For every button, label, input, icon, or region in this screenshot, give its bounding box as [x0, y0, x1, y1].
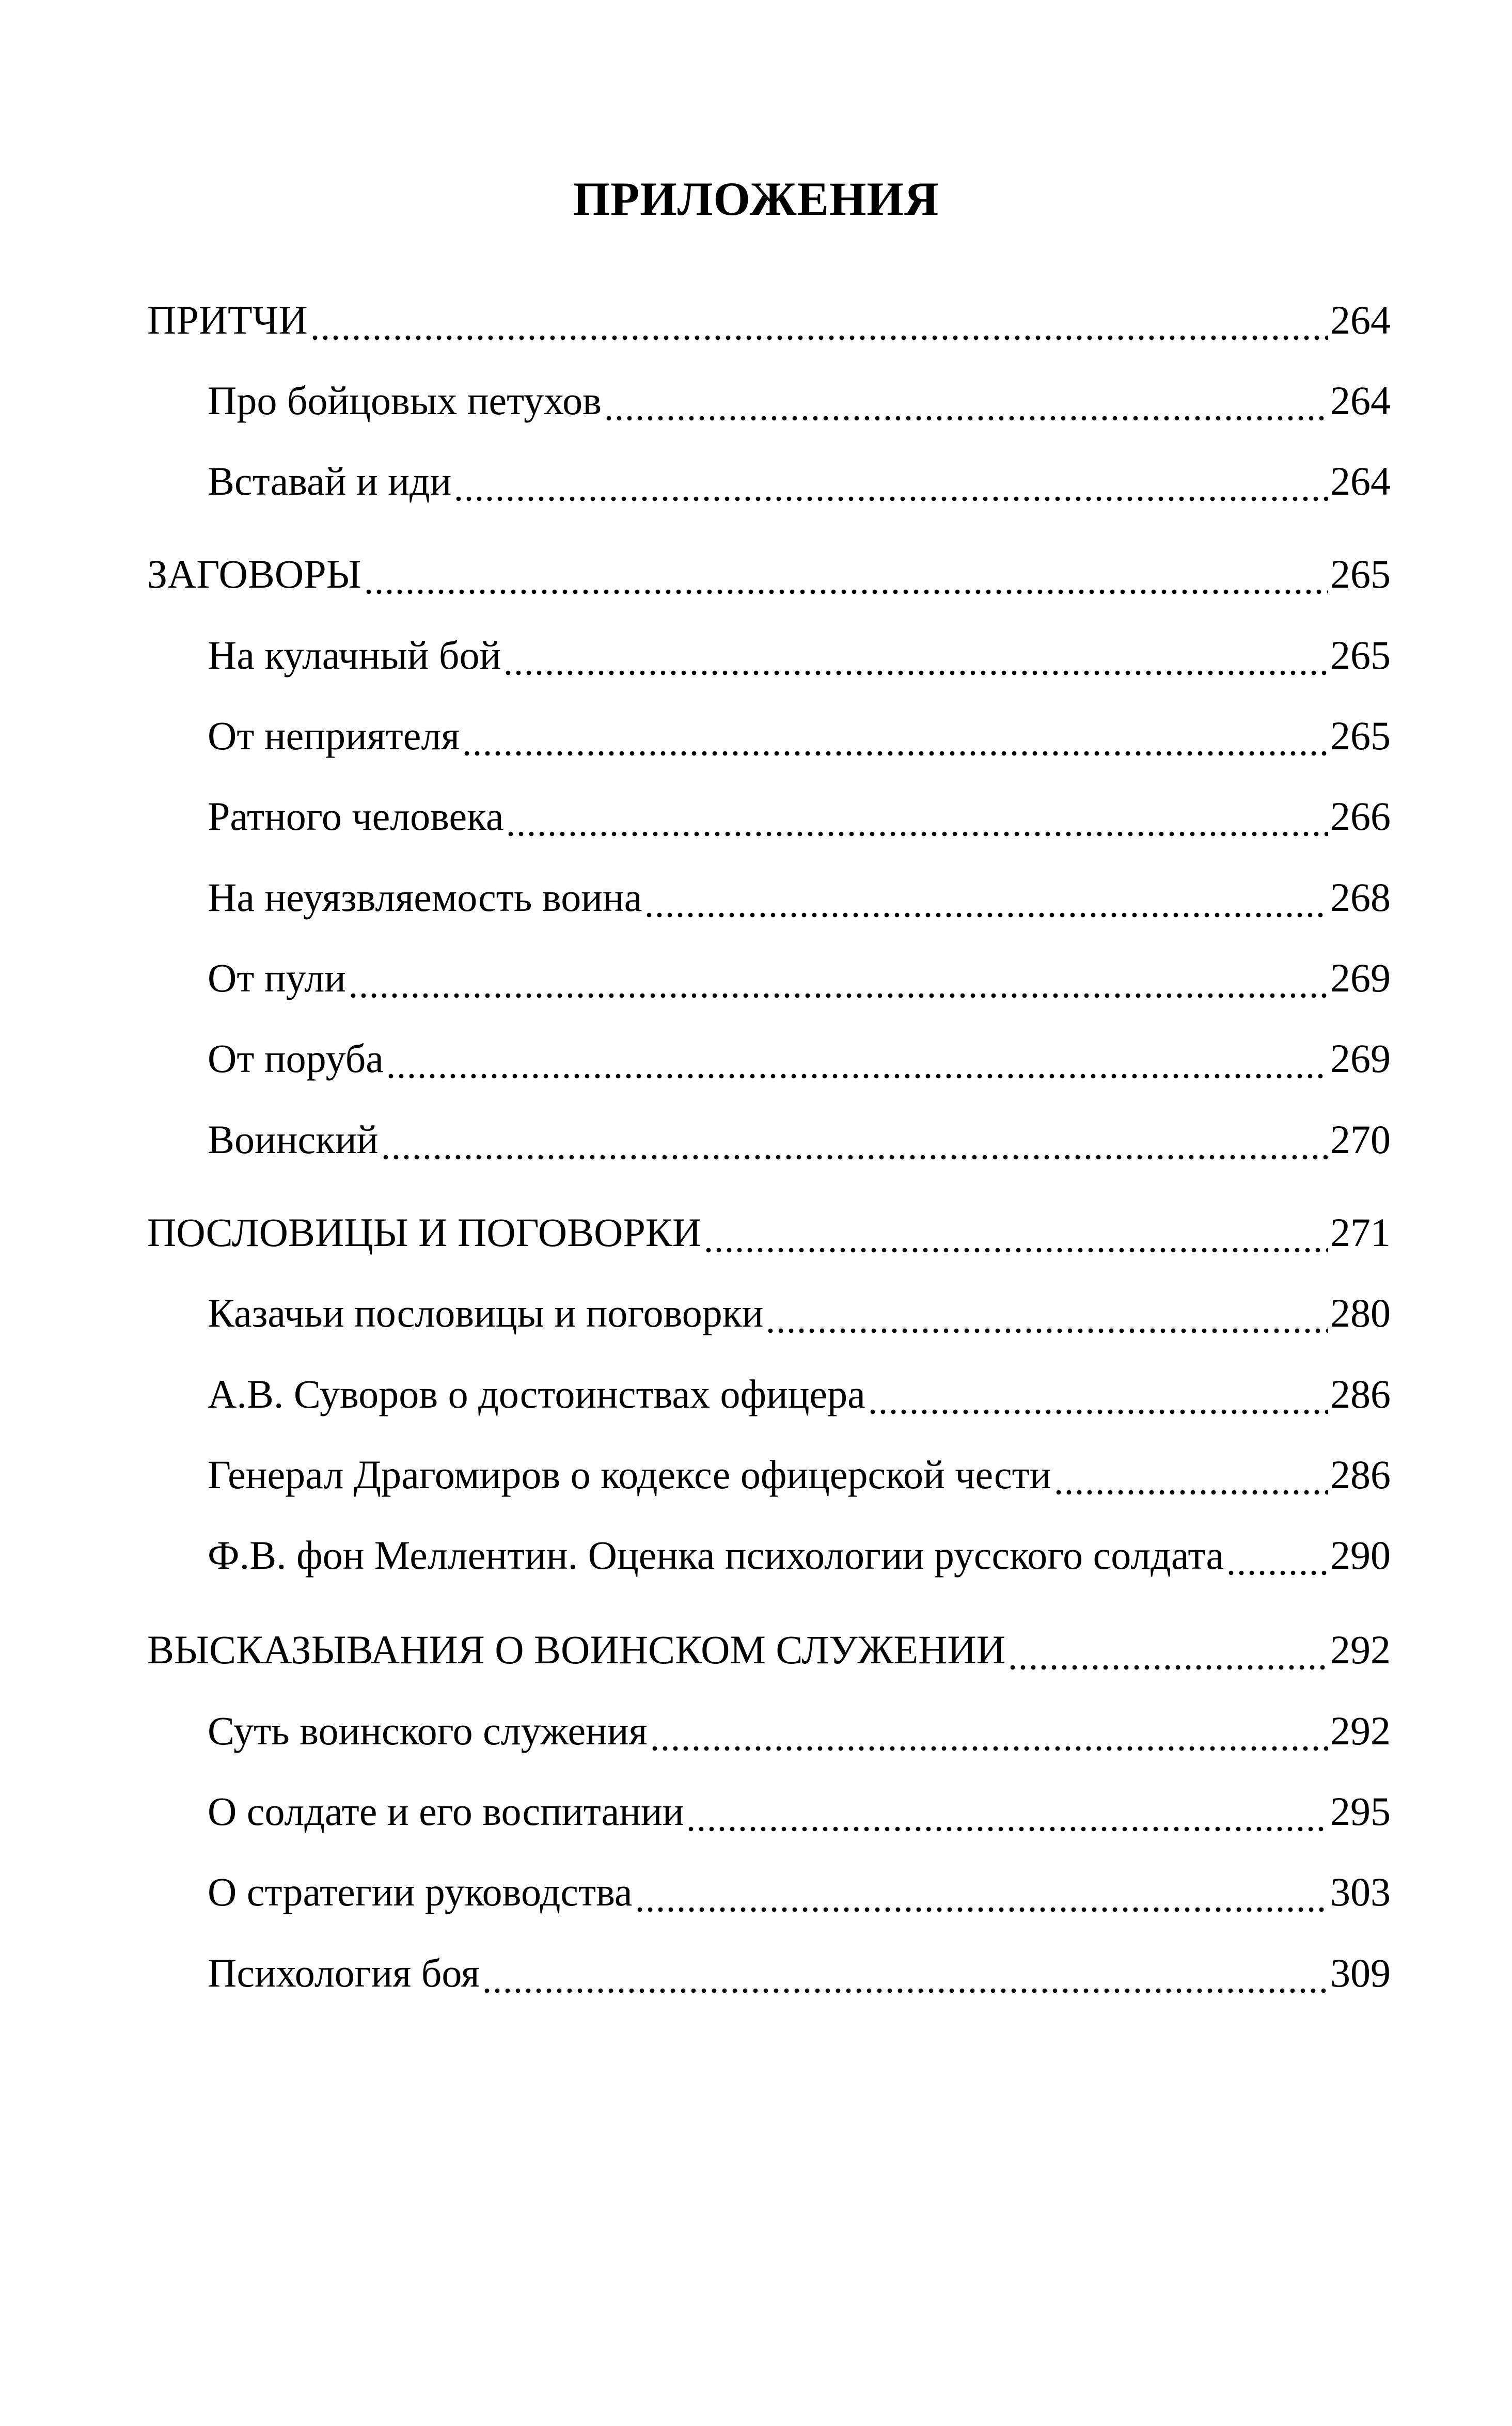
toc-page-number: 264: [1330, 378, 1391, 423]
toc-entry-title: От неприятеля: [208, 713, 460, 758]
toc-section-heading[interactable]: [147, 294, 1391, 346]
toc-page-number: 264: [1330, 459, 1391, 503]
toc-entry[interactable]: [208, 455, 1391, 507]
dot-leader: [686, 1786, 1328, 1837]
toc-page-number: 265: [1330, 552, 1391, 596]
toc-page-number: 303: [1330, 1869, 1391, 1914]
toc-entry-title: Суть воинского служения: [208, 1708, 648, 1753]
toc-page-number: 309: [1330, 1950, 1391, 1995]
dot-leader: [604, 375, 1328, 427]
toc-page-number: 292: [1330, 1627, 1391, 1672]
toc-entry[interactable]: [208, 1947, 1391, 1999]
toc-page-number: 268: [1330, 875, 1391, 920]
dot-leader: [386, 1033, 1328, 1084]
toc-page-number: 265: [1330, 633, 1391, 678]
toc-page-number: 270: [1330, 1117, 1391, 1162]
dot-leader: [1053, 1449, 1328, 1501]
toc-entry[interactable]: [208, 952, 1391, 1004]
dot-leader: [650, 1705, 1329, 1757]
dot-leader: [348, 952, 1328, 1004]
dot-leader: [381, 1114, 1328, 1165]
toc-page-number: 280: [1330, 1290, 1391, 1335]
dot-leader: [703, 1207, 1328, 1258]
dot-leader: [506, 791, 1328, 842]
toc-page-number: 271: [1330, 1210, 1391, 1255]
toc-entry[interactable]: [208, 1033, 1391, 1084]
toc-entry-title: Генерал Драгомиров о кодексе офицерской чести: [208, 1452, 1051, 1497]
toc-page-number: 265: [1330, 713, 1391, 758]
toc-page-number: 266: [1330, 794, 1391, 839]
dot-leader: [1007, 1624, 1328, 1676]
toc-entry-title: На неуязвляемость воина: [208, 875, 642, 920]
toc-entry[interactable]: [208, 1705, 1391, 1757]
toc-page-number: 269: [1330, 1036, 1391, 1081]
toc-entry-title: Про бойцовых петухов: [208, 378, 602, 423]
toc-entry[interactable]: [208, 1368, 1391, 1420]
dot-leader: [765, 1287, 1328, 1339]
toc-entry[interactable]: [208, 1866, 1391, 1918]
toc-entry-title: На кулачный бой: [208, 633, 501, 678]
dot-leader: [868, 1368, 1328, 1420]
toc-section-title: ВЫСКАЗЫВАНИЯ О ВОИНСКОМ СЛУЖЕНИИ: [147, 1627, 1006, 1672]
toc-entry-title: Воинский: [208, 1117, 379, 1162]
toc-section-title: ЗАГОВОРЫ: [147, 552, 361, 596]
toc-entry-title: Казачьи пословицы и поговорки: [208, 1290, 764, 1335]
page-title: ПРИЛОЖЕНИЯ: [573, 172, 939, 225]
toc-entry[interactable]: [208, 375, 1391, 427]
toc-page-number: 264: [1330, 297, 1391, 342]
toc-section-title: ПОСЛОВИЦЫ И ПОГОВОРКИ: [147, 1210, 702, 1255]
toc-entry-title: Психология боя: [208, 1950, 480, 1995]
dot-leader: [364, 548, 1328, 600]
toc-section-heading[interactable]: [147, 1624, 1391, 1676]
toc-entry-title: От пули: [208, 955, 346, 1000]
toc-entry-title: Ф.В. фон Меллентин. Оценка психологии русского солдата: [208, 1533, 1224, 1578]
dot-leader: [635, 1866, 1328, 1918]
dot-leader: [644, 872, 1328, 923]
toc-section-heading[interactable]: [147, 548, 1391, 600]
toc-entry[interactable]: [208, 791, 1391, 842]
toc-page-number: 290: [1330, 1533, 1391, 1578]
toc-entry[interactable]: [208, 1287, 1391, 1339]
dot-leader: [1226, 1530, 1328, 1581]
dot-leader: [503, 629, 1328, 681]
toc-entry[interactable]: [208, 1114, 1391, 1165]
toc-entry-title: Ратного человека: [208, 794, 504, 839]
dot-leader: [462, 710, 1328, 762]
toc-entry-title: От поруба: [208, 1036, 384, 1081]
toc-page-number: 269: [1330, 955, 1391, 1000]
toc-page-number: 286: [1330, 1452, 1391, 1497]
dot-leader: [310, 294, 1328, 346]
toc-entry-title: О стратегии руководства: [208, 1869, 633, 1914]
dot-leader: [453, 455, 1328, 507]
toc-section-heading[interactable]: [147, 1207, 1391, 1258]
toc-section-title: ПРИТЧИ: [147, 297, 308, 342]
toc-entry[interactable]: [208, 1449, 1391, 1501]
toc-entry[interactable]: [208, 1530, 1391, 1581]
toc-page-number: 295: [1330, 1789, 1391, 1834]
dot-leader: [482, 1947, 1328, 1999]
toc-entry[interactable]: [208, 872, 1391, 923]
toc-entry-title: О солдате и его воспитании: [208, 1789, 684, 1834]
toc-page-number: 286: [1330, 1372, 1391, 1416]
toc-entry[interactable]: [208, 710, 1391, 762]
toc-entry-title: Вставай и иди: [208, 459, 452, 503]
toc-page-number: 292: [1330, 1708, 1391, 1753]
toc-entry-title: А.В. Суворов о достоинствах офицера: [208, 1372, 865, 1416]
toc-entry[interactable]: [208, 1786, 1391, 1837]
toc-entry[interactable]: [208, 629, 1391, 681]
